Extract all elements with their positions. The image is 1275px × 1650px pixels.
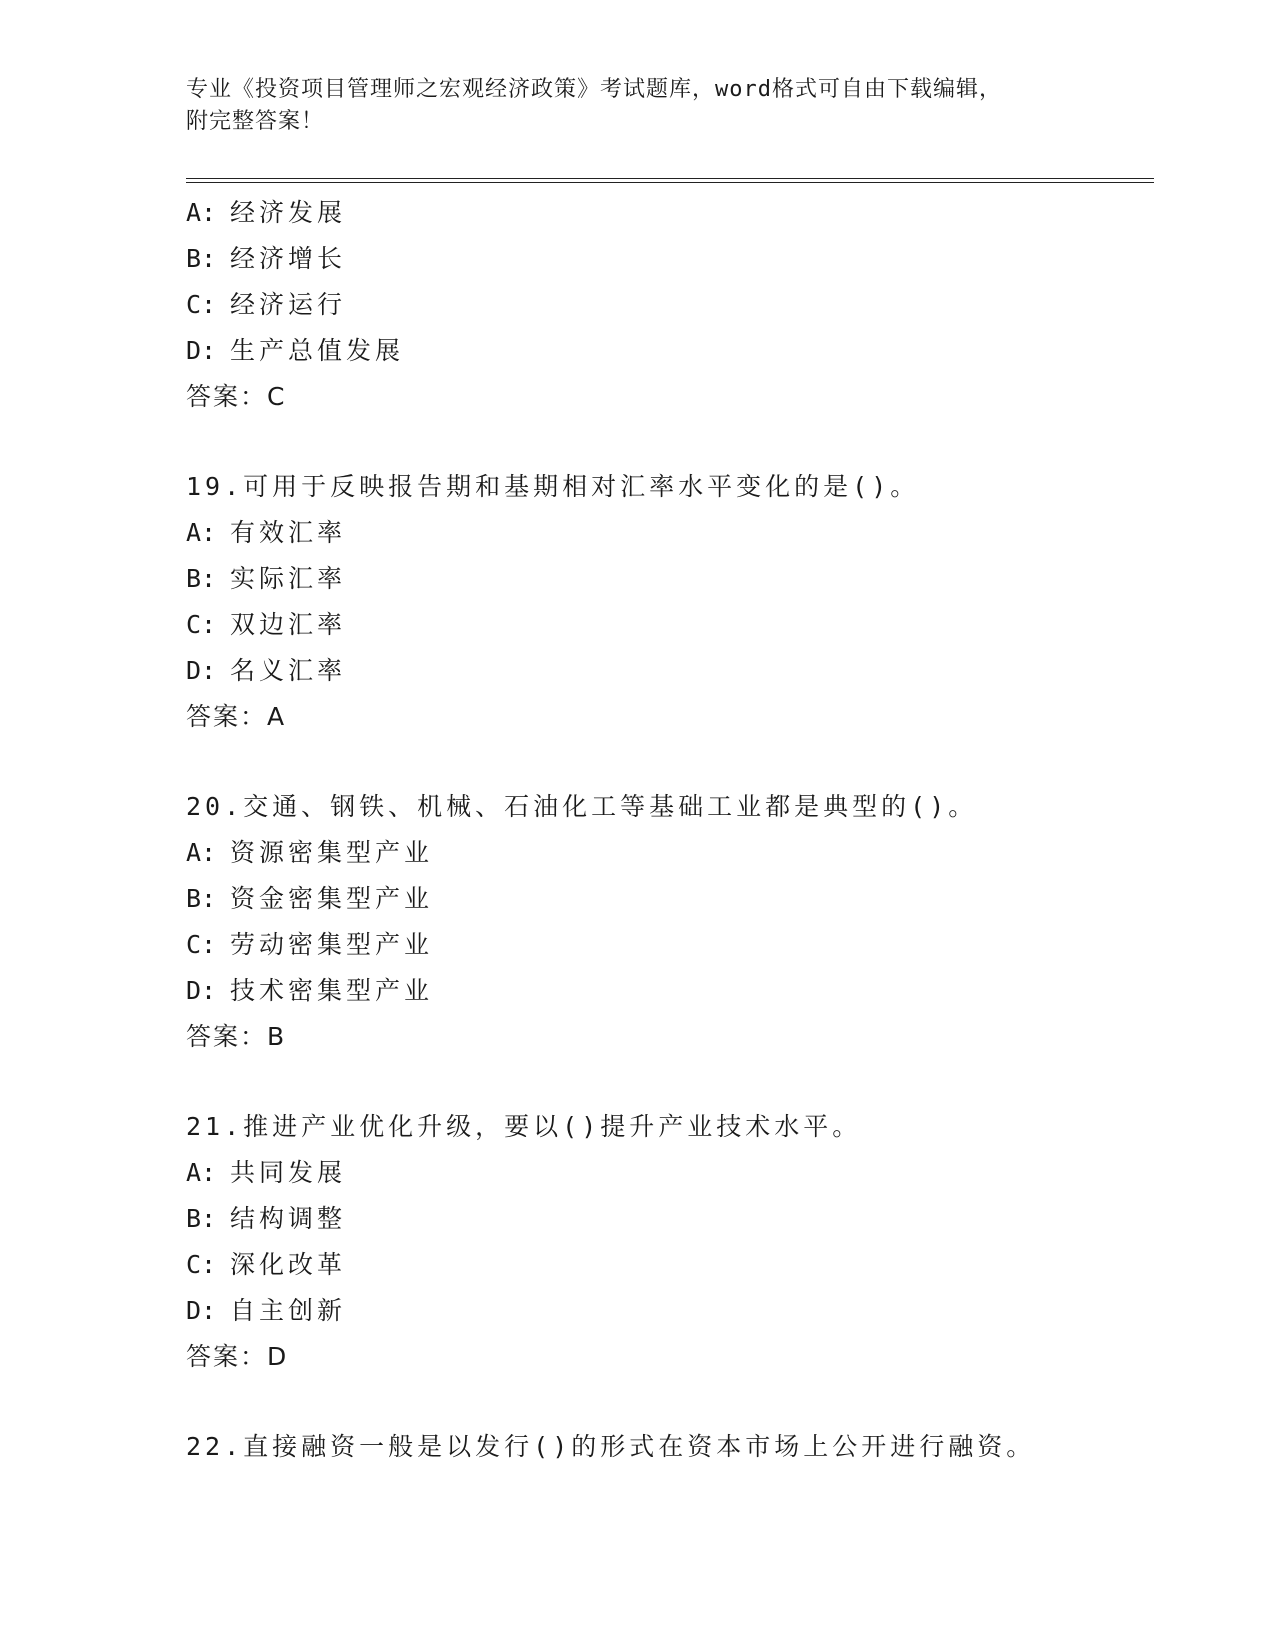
answer-line: 答案：B bbox=[186, 1022, 287, 1051]
option-c bbox=[186, 922, 1154, 968]
option-text: 有效汇率 bbox=[230, 518, 347, 547]
option-d bbox=[186, 328, 1154, 374]
option-key: D: bbox=[186, 1296, 217, 1325]
header-divider bbox=[186, 178, 1154, 183]
option-key: A: bbox=[186, 838, 217, 867]
option-key: C: bbox=[186, 1250, 217, 1279]
option-key: C: bbox=[186, 290, 217, 319]
option-a bbox=[186, 190, 1154, 236]
option-b bbox=[186, 1196, 1154, 1242]
option-c bbox=[186, 282, 1154, 328]
option-d bbox=[186, 1288, 1154, 1334]
header-line-1: 专业《投资项目管理师之宏观经济政策》考试题库，word格式可自由下载编辑， bbox=[186, 77, 1002, 102]
option-key: A: bbox=[186, 1158, 217, 1187]
option-a bbox=[186, 1150, 1154, 1196]
option-key: A: bbox=[186, 198, 217, 227]
header-line-2: 附完整答案！ bbox=[186, 109, 325, 134]
option-b bbox=[186, 876, 1154, 922]
answer-line: 答案：A bbox=[186, 702, 287, 731]
option-a bbox=[186, 510, 1154, 556]
question-stem: 22.直接融资一般是以发行()的形式在资本市场上公开进行融资。 bbox=[186, 1432, 1036, 1461]
question-stem: 19.可用于反映报告期和基期相对汇率水平变化的是()。 bbox=[186, 472, 920, 501]
option-key: C: bbox=[186, 930, 217, 959]
option-text: 共同发展 bbox=[230, 1158, 347, 1187]
question-stem: 20.交通、钢铁、机械、石油化工等基础工业都是典型的()。 bbox=[186, 792, 978, 821]
question-19 bbox=[186, 464, 1154, 740]
option-text: 实际汇率 bbox=[230, 564, 347, 593]
option-key: C: bbox=[186, 610, 217, 639]
option-c bbox=[186, 1242, 1154, 1288]
option-text: 名义汇率 bbox=[230, 656, 347, 685]
option-text: 经济增长 bbox=[230, 244, 347, 273]
option-text: 结构调整 bbox=[230, 1204, 347, 1233]
option-d bbox=[186, 648, 1154, 694]
question-21 bbox=[186, 1104, 1154, 1380]
option-b bbox=[186, 556, 1154, 602]
option-text: 劳动密集型产业 bbox=[230, 930, 434, 959]
option-text: 自主创新 bbox=[230, 1296, 347, 1325]
answer-line: 答案：C bbox=[186, 382, 287, 411]
option-text: 资金密集型产业 bbox=[230, 884, 434, 913]
question-list bbox=[186, 190, 1154, 1470]
option-text: 深化改革 bbox=[230, 1250, 347, 1279]
option-key: B: bbox=[186, 884, 217, 913]
option-text: 经济运行 bbox=[230, 290, 347, 319]
question-stem: 21.推进产业优化升级，要以()提升产业技术水平。 bbox=[186, 1112, 862, 1141]
option-text: 资源密集型产业 bbox=[230, 838, 434, 867]
option-key: D: bbox=[186, 976, 217, 1005]
option-d bbox=[186, 968, 1154, 1014]
option-text: 双边汇率 bbox=[230, 610, 347, 639]
option-key: B: bbox=[186, 564, 217, 593]
option-key: B: bbox=[186, 244, 217, 273]
question-22 bbox=[186, 1424, 1154, 1470]
option-text: 经济发展 bbox=[230, 198, 347, 227]
option-a bbox=[186, 830, 1154, 876]
option-key: D: bbox=[186, 656, 217, 685]
option-text: 生产总值发展 bbox=[230, 336, 405, 365]
option-key: B: bbox=[186, 1204, 217, 1233]
question-20 bbox=[186, 784, 1154, 1060]
option-b bbox=[186, 236, 1154, 282]
question-fragment bbox=[186, 190, 1154, 420]
answer-line: 答案：D bbox=[186, 1342, 289, 1371]
option-key: D: bbox=[186, 336, 217, 365]
option-key: A: bbox=[186, 518, 217, 547]
option-text: 技术密集型产业 bbox=[230, 976, 434, 1005]
option-c bbox=[186, 602, 1154, 648]
document-header bbox=[186, 74, 1086, 138]
